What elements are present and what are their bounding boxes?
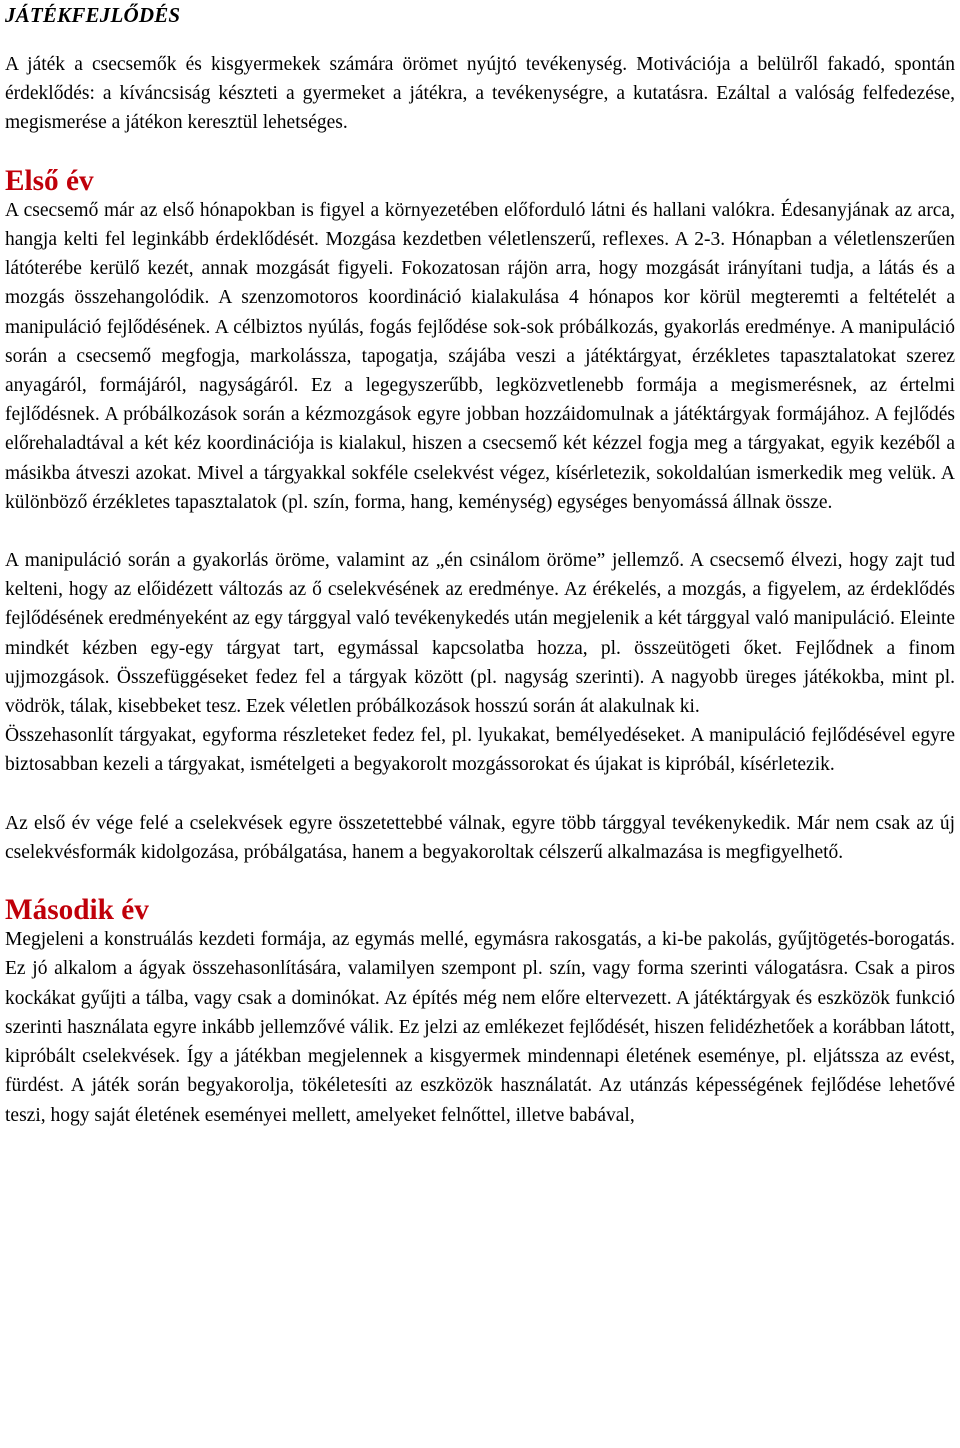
section-heading-second-year: Második év: [5, 894, 149, 927]
first-year-paragraph-3: Összehasonlít tárgyakat, egyforma részleteket fedez fel, pl. lyukakat, bemélyedéseket. A manipuláció fejlődésével egyre biztosabban kezeli a tárgyakat, ismételgeti a begyakorolt mozgássorokat és újakat is kipróbál, kísérletezik.: [5, 725, 955, 776]
spacer: [5, 867, 955, 896]
intro-paragraph: A játék a csecsemők és kisgyermekek számára örömet nyújtó tevékenység. Motivációja a belülről fakadó, spontán érdeklődés: a kíváncsiság készteti a gyermeket a játékra, a tevékenységre, a kutatásra. Ezáltal a valóság felfedezése, megismerése a játékon keresztül lehetséges.: [5, 54, 955, 134]
spacer: [5, 138, 955, 167]
spacer: [5, 780, 955, 809]
first-year-paragraph-2: A manipuláció során a gyakorlás öröme, valamint az „én csinálom öröme” jellemző. A csecsemő élvezi, hogy zajt tud kelteni, hogy az előidézett változás az ő cselekvésének az eredménye. Az érékelés, a mozgás, a figyelem, az érdeklődés fejlődésének eredményeként az egy tárggyal való tevékenykedés után megjelenik a két tárggyal való manipuláció. Eleinte mindkét kézben egy-egy tárgyat tart, egymással kapcsolatba hozza, pl. összeütögeti őket. Fejlődnek a finom ujjmozgások. Összefüggéseket fedez fel a tárgyak között (pl. nagyság szerinti). A nagyobb üreges játékokba, mint pl. vödrök, tálak, kisebbeket tesz. Ezek véletlen próbálkozások hosszú során át alakulnak ki.: [5, 550, 955, 718]
first-year-paragraph-1: A csecsemő már az első hónapokban is figyel a környezetében előforduló látni és hallani valókra. Édesanyjának az arca, hangja kelti fel leginkább érdeklődését. Mozgása kezdetben véletlenszerű, reflexes. A 2-3. Hónapban a véletlenszerűen látóterébe kerülő kezét, annak mozgását figyeli. Fokozatosan rájön arra, hogy mozgását irányítani tudja, a látás és a mozgás összehangolódik. A szenzomotoros koordináció kialakulása 4 hónapos kor körül megteremti a feltételét a manipuláció fejlődésének. A célbiztos nyúlás, fogás fejlődése sok-sok próbálkozás, gyakorlás eredménye. A manipuláció során a csecsemő megfogja, markolássza, tapogatja, szájába veszi a játéktárgyat, érzékletes tapasztalatokat szerez anyagáról, formájáról, nagyságáról. Ez a legegyszerűbb, legközvetlenebb formája a megismerésnek, az értelmi fejlődésnek. A próbálkozások során a kézmozgások egyre jobban hozzáidomulnak a játéktárgyak formájához. A fejlődés előrehaladtával a két kéz koordinációja is kialakul, hiszen a csecsemő két kézzel fogja meg a tárgyakat, egyik kezéből a másikba átveszi azokat. Mivel a tárgyakkal sokféle cselekvést végez, kísérletezik, sokoldalúan ismerkedik meg velük. A különböző érzékletes tapasztalatok (pl. szín, forma, hang, keménység) egységes benyomássá állnak össze.: [5, 199, 955, 513]
section-heading-first-year: Első év: [5, 164, 94, 197]
document-title: JÁTÉKFEJLŐDÉS: [5, 3, 181, 27]
first-year-paragraph-4: Az első év vége felé a cselekvések egyre összetettebbé válnak, egyre több tárggyal tevékenykedik. Már nem csak az új cselekvésformák kidolgozása, próbálgatása, hanem a begyakoroltak célszerű alkalmazása is megfigyelhető.: [5, 812, 955, 863]
second-year-paragraph-1: Megjeleni a konstruálás kezdeti formája, az egymás mellé, egymásra rakosgatás, a ki-be pakolás, gyűjtögetés-borogatás. Ez jó alkalom a ágyak összehasonlítására, valamilyen szempont pl. szín, vagy forma szerinti válogatásra. Csak a piros kockákat gyűjti a tálba, vagy csak a dominókat. Az építés még nem előre eltervezett. A játéktárgyak és eszközök funkció szerinti használata egyre inkább jellemzővé válik. Ez jelzi az emlékezet fejlődését, hiszen felidézhetőek a korábban látott, kipróbált cselekvések. Így a játékban megjelennek a kisgyermek mindennapi életének eseménye, pl. eljátssza az evést, fürdést. A játék során begyakorolja, tökéletesíti az eszközök használatát. Az utánzás képességének fejlődése lehetővé teszi, hogy saját életének eseményei mellett, amelyeket felnőttel, illetve babával,: [5, 929, 955, 1126]
spacer: [5, 517, 955, 546]
document-page: [5, 0, 955, 1130]
